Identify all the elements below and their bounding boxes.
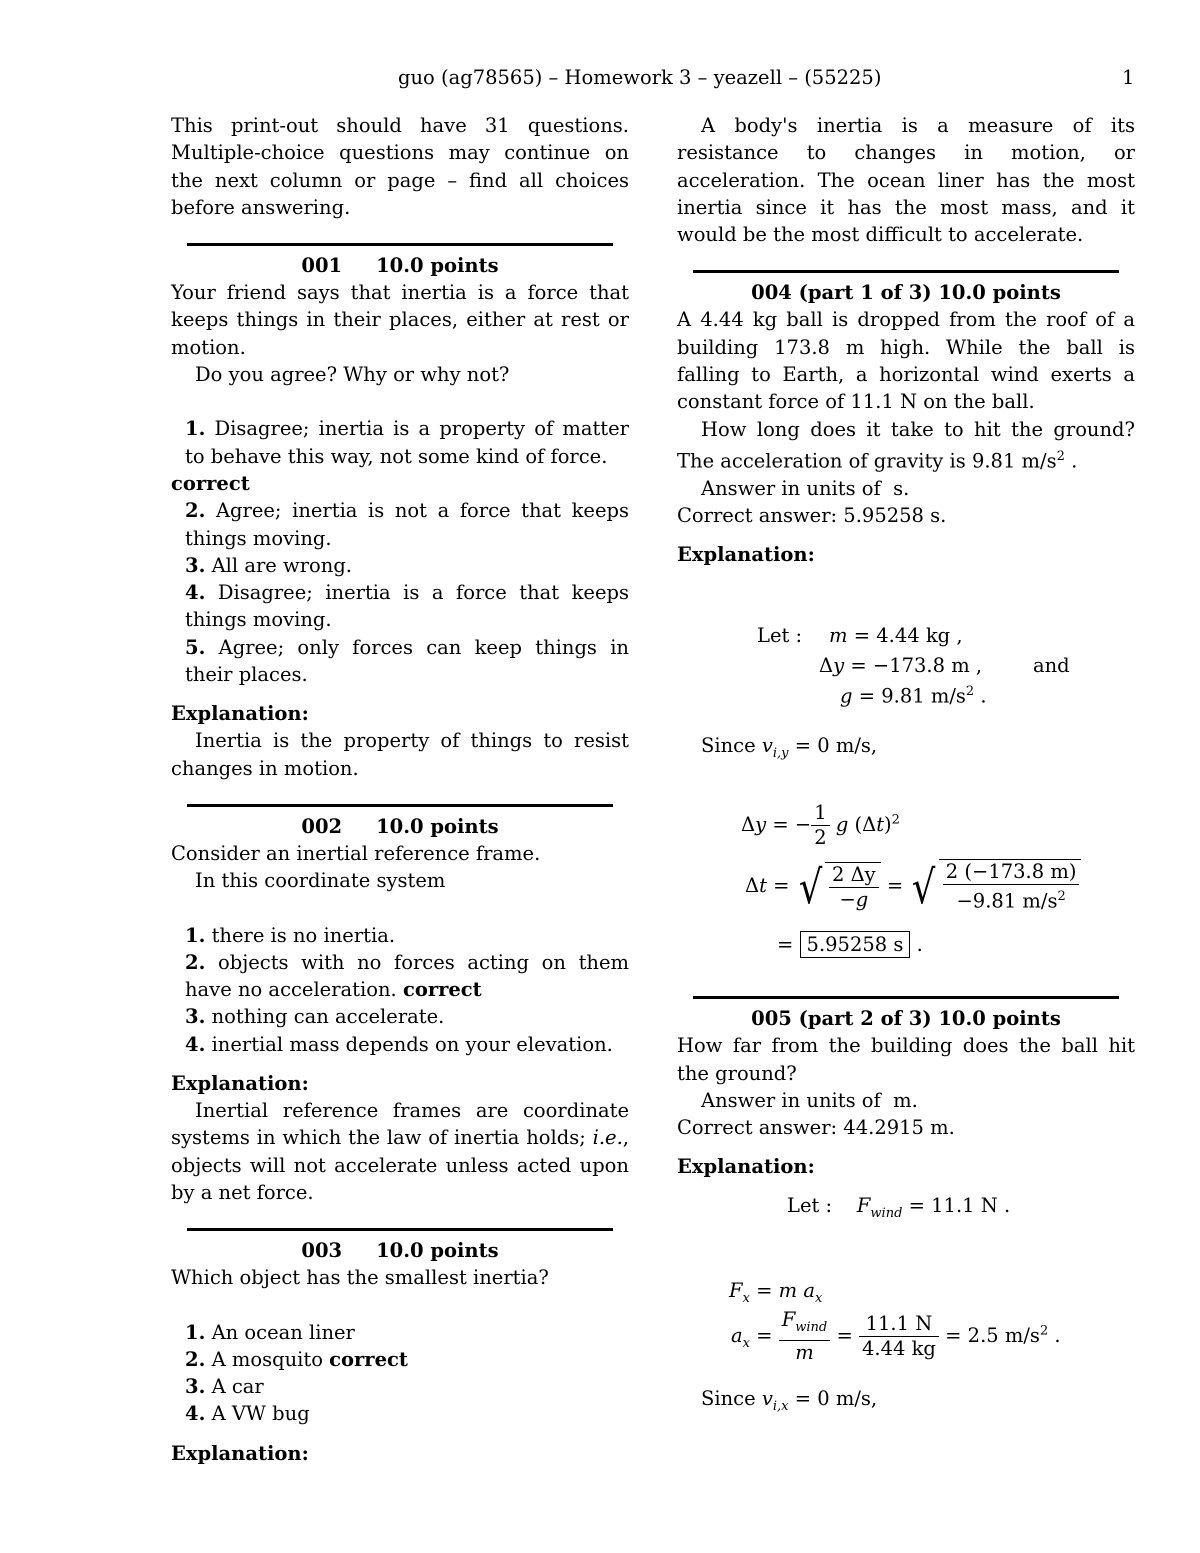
q002-explanation-label: Explanation:: [171, 1072, 309, 1096]
answer-box: 5.95258 s: [800, 931, 911, 958]
q004-equation-2: Δt = √ $\frac{2 \Delta y}{-g}$ = √ $\frac{2 (-173.8 m)}{-9.81 m/s^2}$: [677, 859, 1135, 923]
q003-heading: 003 10.0 points: [301, 1239, 499, 1263]
q004-since-line: Since $v_{i,y} = 0$ m/s,: [701, 734, 878, 762]
q002-choice-2: 2. objects with no forces acting on them have no acceleration. correct: [185, 950, 629, 1002]
q003-choice-3: 3. A car: [185, 1375, 264, 1399]
q005-text: How far from the building does the ball hit the ground?: [677, 1034, 1135, 1085]
section-divider: [693, 270, 1119, 273]
section-divider: [693, 996, 1119, 999]
q005-section: [677, 956, 1135, 1414]
q003-explanation: A body's inertia is a measure of its resistance to changes in motion, or acceleration. The ocean liner has the most inertia since it has the most mass, and it would be the most difficult to accelerate.: [677, 114, 1135, 247]
correct-tag: correct: [329, 1347, 408, 1371]
q004-explanation-label: Explanation:: [677, 543, 815, 567]
q003-choice-1: 1. An ocean liner: [185, 1320, 355, 1344]
q002-choice-3: 3. nothing can accelerate.: [185, 1005, 445, 1029]
q005-correct-answer: Correct answer: 44.2915 m.: [677, 1116, 955, 1140]
q002-section: [171, 782, 629, 1206]
intro-text: This print-out should have 31 questions. Multiple-choice questions may continue on the next column or page – find all choices before answering.: [171, 114, 629, 219]
q001-choice-5: 5. Agree; only forces can keep things in their places.: [185, 635, 629, 687]
q002-heading: 002 10.0 points: [301, 814, 499, 838]
q005-since-line: Since $v_{i,x} = 0$ m/s,: [701, 1387, 878, 1414]
section-divider: [187, 804, 613, 807]
left-column: [171, 112, 629, 1467]
header-title: guo (ag78565) – Homework 3 – yeazell – (55225): [398, 66, 882, 89]
q004-section: [677, 248, 1135, 956]
q002-explanation: Inertial reference frames are coordinate systems in which the law of inertia holds; i.e., objects will not accelerate unless acted upon by a net force.: [171, 1099, 629, 1204]
q001-choice-2: 2. Agree; inertia is not a force that keeps things moving.: [185, 499, 629, 550]
q001-section: [171, 221, 629, 782]
q001-choice-1: 1. Disagree; inertia is a property of matter to behave this way, not some kind of force. correct: [171, 415, 629, 497]
correct-tag: correct: [402, 978, 482, 1002]
q001-choice-4: 4. Disagree; inertia is a force that keeps things moving.: [185, 581, 629, 632]
q005-given-values: Let : $F_{wind} = 11.1$ N .: [787, 1194, 1011, 1222]
q004-equation-1: Δy = − $\frac{1}{2}$ g $(\Delta t)^2$: [741, 801, 900, 850]
q004-question: How long does it take to hit the ground? The acceleration of gravity is 9.81 $m/s^2$ .: [677, 417, 1135, 473]
q004-text: A 4.44 kg ball is dropped from the roof of a building 173.8 m high. While the ball is falling to Earth, a horizontal wind exerts a constant force of 11.1 N on the ball.: [677, 308, 1135, 414]
q001-explanation: Inertia is the property of things to resist changes in motion.: [171, 729, 629, 780]
section-divider: [187, 1228, 613, 1231]
q003-section: [171, 1206, 629, 1466]
q001-question: Do you agree? Why or why not?: [195, 363, 510, 387]
q004-units: Answer in units of s.: [701, 476, 910, 500]
q001-heading: 001 10.0 points: [301, 254, 499, 278]
right-column: [677, 112, 1135, 1414]
q003-text: Which object has the smallest inertia?: [171, 1266, 549, 1290]
q005-equation-1: $F_x = m$ $a_x$: [729, 1279, 823, 1307]
q005-heading: 005 (part 2 of 3) 10.0 points: [751, 1007, 1061, 1031]
section-divider: [187, 243, 613, 246]
q001-text: Your friend says that inertia is a force that keeps things in their places, either at rest or motion.: [171, 281, 629, 359]
q005-explanation-label: Explanation:: [677, 1155, 815, 1179]
q004-given-values: Let : m = 4.44 kg , Δy = −173.8 m , and g = 9.81 $m/s^2$ .: [757, 624, 1070, 708]
q002-choice-1: 1. there is no inertia.: [185, 923, 396, 947]
q002-question: In this coordinate system: [195, 869, 446, 893]
q003-explanation-label: Explanation:: [171, 1441, 309, 1465]
q002-choice-4: 4. inertial mass depends on your elevation.: [185, 1032, 613, 1056]
q004-heading: 004 (part 1 of 3) 10.0 points: [751, 281, 1061, 305]
correct-tag: correct: [171, 471, 250, 495]
q004-correct-answer: Correct answer: 5.95258 s.: [677, 504, 947, 528]
page-number: 1: [1122, 66, 1135, 89]
q003-choice-4: 4. A VW bug: [185, 1402, 310, 1426]
page-header: [0, 66, 1200, 96]
q002-text: Consider an inertial reference frame.: [171, 841, 541, 865]
q005-units: Answer in units of m.: [701, 1088, 918, 1112]
q004-answer-line: = 5.95258 s .: [777, 933, 923, 957]
q001-explanation-label: Explanation:: [171, 702, 309, 726]
q001-choice-3: 3. All are wrong.: [185, 553, 352, 577]
q005-equation-2: $a_x$ = $\frac{F_{wind}}{m}$ = $\frac{11.1 N}{4.44 kg}$ = 2.5 $m/s^2$ .: [731, 1308, 1061, 1365]
q003-choice-2: 2. A mosquito correct: [185, 1347, 408, 1371]
